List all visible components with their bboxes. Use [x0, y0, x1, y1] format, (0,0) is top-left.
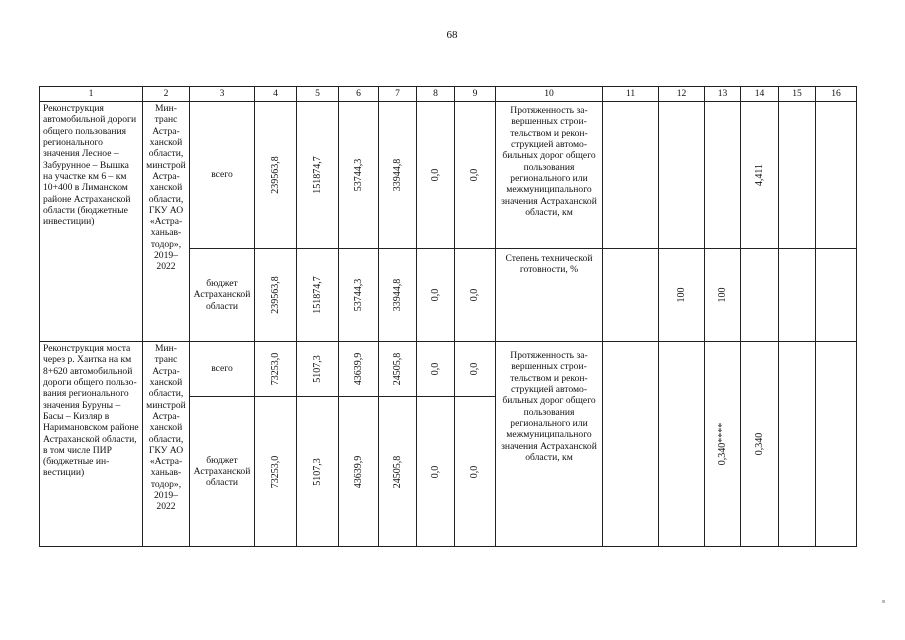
value: 43639,9 — [352, 455, 364, 488]
value-cell-6 — [339, 397, 379, 547]
indicator-cell — [496, 102, 603, 249]
source-cell — [190, 397, 255, 547]
table-row — [40, 342, 857, 397]
source-cell — [190, 249, 255, 342]
column-header: 15 — [779, 87, 816, 102]
value: 0,0 — [469, 362, 481, 376]
indicator: Протяженность завершенных строительством и реконструкцией автомобильных дорог общего пользования регионального или межмуниципального значения Астраханской области, км — [501, 105, 597, 218]
funding-source: всего — [211, 363, 233, 375]
page-number: 68 — [446, 29, 458, 41]
value: 239563,8 — [269, 156, 281, 194]
value-cell-14 — [741, 102, 779, 249]
value: 0,340 — [753, 432, 765, 456]
value-cell-6 — [339, 342, 379, 397]
value: 53744,3 — [352, 278, 364, 312]
funding-source: бюджет Астраханской области — [193, 278, 251, 312]
program-table — [39, 86, 857, 547]
column-header: 7 — [379, 87, 417, 102]
value-cell-15 — [779, 102, 816, 249]
value-cell-4 — [255, 249, 297, 342]
value-cell-7 — [379, 249, 417, 342]
value-cell-8 — [417, 102, 455, 249]
value: 0,0 — [429, 465, 441, 478]
object-name: Реконструкция моста через р. Хаитка на км 8+620 автомобильной дороги общего пользования регионального значения Буруны – Басы – Кизляр в Наримановском районе Астраханской области, в том числе ПИР (бюджетные инвестиции) — [43, 343, 139, 479]
column-header: 6 — [339, 87, 379, 102]
value-cell-7 — [379, 397, 417, 547]
value-cell-16 — [816, 102, 857, 249]
value: 0,0 — [469, 168, 481, 182]
value-cell-11 — [603, 249, 659, 342]
column-header: 9 — [455, 87, 496, 102]
value: 24505,8 — [391, 352, 403, 386]
value-cell-6 — [339, 249, 379, 342]
column-number-row — [40, 87, 857, 102]
column-header: 5 — [297, 87, 339, 102]
value: 100 — [716, 287, 728, 303]
value-cell-8 — [417, 342, 455, 397]
value: 100 — [675, 287, 687, 303]
value: 73253,0 — [269, 455, 281, 488]
value: 151874,7 — [311, 156, 323, 194]
value-cell-16 — [816, 342, 857, 547]
value: 5107,3 — [311, 355, 323, 383]
executor-cell — [143, 102, 190, 342]
value-cell-12 — [659, 249, 705, 342]
column-header: 3 — [190, 87, 255, 102]
value: 33944,8 — [391, 158, 403, 192]
executor: Минтранс Астраханской области, минстрой Астраханской области, ГКУ АО «Астраханьавтодор», 2019–2022 — [146, 103, 186, 273]
column-header: 8 — [417, 87, 455, 102]
scan-speck — [882, 600, 885, 603]
executor: Минтранс Астраханской области, минстрой Астраханской области, ГКУ АО «Астраханьавтодор», 2019–2022 — [146, 343, 186, 513]
value: 4,411 — [753, 163, 765, 187]
value-cell-9 — [455, 342, 496, 397]
value-cell-4 — [255, 397, 297, 547]
column-header: 11 — [603, 87, 659, 102]
object-name-cell — [40, 342, 143, 547]
value: 0,0 — [429, 168, 441, 182]
object-name-cell — [40, 102, 143, 342]
value-cell-4 — [255, 342, 297, 397]
source-cell — [190, 342, 255, 397]
column-header: 2 — [143, 87, 190, 102]
funding-source: всего — [211, 169, 233, 181]
column-header: 12 — [659, 87, 705, 102]
value-cell-5 — [297, 397, 339, 547]
source-cell — [190, 102, 255, 249]
executor-cell — [143, 342, 190, 547]
value-cell-13 — [705, 342, 741, 547]
column-header: 10 — [496, 87, 603, 102]
value-cell-5 — [297, 102, 339, 249]
value-cell-11 — [603, 102, 659, 249]
value: 33944,8 — [391, 278, 403, 312]
value-cell-7 — [379, 342, 417, 397]
value: 0,0 — [429, 362, 441, 376]
indicator: Протяженность завершенных строительством и реконструкцией автомобильных дорог общего пользования регионального или межмуниципального значения Астраханской области, км — [501, 350, 597, 463]
value-cell-6 — [339, 102, 379, 249]
column-header: 16 — [816, 87, 857, 102]
value-cell-13 — [705, 249, 741, 342]
value-cell-5 — [297, 249, 339, 342]
value: 0,340**** — [716, 422, 728, 466]
column-header: 13 — [705, 87, 741, 102]
value-cell-12 — [659, 342, 705, 547]
column-header: 14 — [741, 87, 779, 102]
value: 5107,3 — [311, 457, 323, 486]
value-cell-16 — [816, 249, 857, 342]
indicator: Степень технической готовности, % — [505, 253, 593, 276]
value: 73253,0 — [269, 352, 281, 386]
value-cell-8 — [417, 249, 455, 342]
value-cell-14 — [741, 342, 779, 547]
indicator-cell — [496, 249, 603, 342]
value-cell-8 — [417, 397, 455, 547]
value: 43639,9 — [352, 352, 364, 386]
value-cell-4 — [255, 102, 297, 249]
value-cell-12 — [659, 102, 705, 249]
value-cell-7 — [379, 102, 417, 249]
value-cell-11 — [603, 342, 659, 547]
value-cell-13 — [705, 102, 741, 249]
table-row — [40, 102, 857, 249]
value-cell-9 — [455, 249, 496, 342]
value-cell-5 — [297, 342, 339, 397]
value: 0,0 — [469, 465, 481, 478]
value: 0,0 — [429, 288, 441, 302]
object-name: Реконструкция автомобильной дороги общего пользования регионального значения Лесное – Забурунное – Вышка на участке км 6 – км 10+400 в Лиманском районе Астраханской области (бюджетные инвестиции) — [43, 103, 137, 228]
value: 239563,8 — [269, 276, 281, 314]
value: 0,0 — [469, 288, 481, 302]
value-cell-9 — [455, 397, 496, 547]
funding-source: бюджет Астраханской области — [193, 454, 251, 489]
column-header: 1 — [40, 87, 143, 102]
value: 53744,3 — [352, 158, 364, 192]
value-cell-9 — [455, 102, 496, 249]
value-cell-15 — [779, 249, 816, 342]
indicator-cell — [496, 342, 603, 547]
value: 151874,7 — [311, 276, 323, 314]
value-cell-14 — [741, 249, 779, 342]
column-header: 4 — [255, 87, 297, 102]
value: 24505,8 — [391, 455, 403, 488]
value-cell-15 — [779, 342, 816, 547]
